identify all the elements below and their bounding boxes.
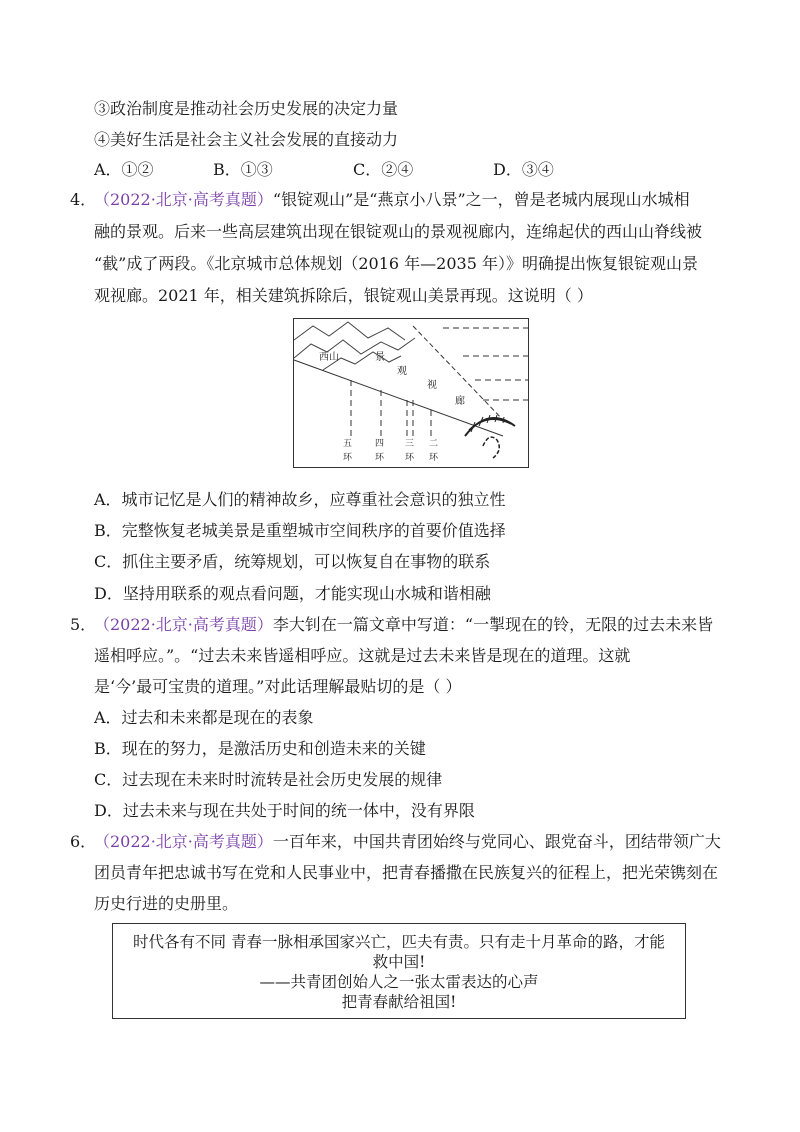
label-ring2-b: 环 [429, 453, 439, 463]
question-6-line-1: （2022·北京·高考真题）一百年来，中国共青团始终与党同心、跟党奋斗，团结带领广大 [94, 832, 721, 851]
q3-option-b[interactable]: B．①③ [213, 160, 273, 179]
label-lang: 廊 [455, 396, 465, 407]
quote-line-1: 时代各有不同 青春一脉相承国家兴亡，匹夫有责。只有走十月革命的路，才能 [133, 933, 665, 951]
question-4-number: 4． [70, 190, 97, 209]
question-4-line-3: “截”成了两段。《北京城市总体规划（2016 年—2035 年）》明确提出恢复银锭观山景 [94, 254, 698, 273]
q3-option-d[interactable]: D．③④ [493, 160, 554, 179]
view-corridor-diagram [293, 318, 529, 468]
label-ring5-b: 环 [343, 453, 353, 463]
question-4-source: （2022·北京·高考真题） [94, 190, 273, 209]
label-jing: 景 [375, 352, 385, 363]
label-ring4-b: 环 [375, 453, 385, 463]
question-4-line-4: 观视廊。2021 年，相关建筑拆除后，银锭观山美景再现。这说明（ ） [94, 286, 593, 305]
question-6-line-2: 团员青年把忠诚书写在党和人民事业中，把青春播撒在民族复兴的征程上，把光荣镌刻在 [94, 863, 719, 882]
question-6-source: （2022·北京·高考真题） [94, 832, 273, 851]
quote-box [112, 923, 686, 1019]
question-6-number: 6． [70, 832, 97, 851]
label-xishan: 西山 [319, 352, 339, 363]
question-6-line-3: 历史行进的史册里。 [94, 894, 239, 913]
label-ring4-a: 四 [375, 439, 385, 449]
question-5-line-2: 遥相呼应。”。“过去未来皆遥相呼应。这就是过去未来皆是现在的道理。这就 [94, 646, 631, 665]
question-5-number: 5． [70, 615, 97, 634]
question-4-line-1: （2022·北京·高考真题）“银锭观山”是“燕京小八景”之一，曾是老城内展现山水城相 [94, 190, 690, 209]
statement-3: ③政治制度是推动社会历史发展的决定力量 [94, 99, 399, 118]
label-ring3-a: 三 [405, 439, 415, 449]
q3-option-a[interactable]: A．①② [94, 160, 154, 179]
question-5-source: （2022·北京·高考真题） [94, 615, 273, 634]
q5-option-d[interactable]: D．过去未来与现在共处于时间的统一体中，没有界限 [94, 801, 475, 820]
quote-line-2: 救中国! [372, 953, 426, 971]
quote-line-3: ——共青团创始人之一张太雷表达的心声 [259, 973, 539, 991]
statement-4: ④美好生活是社会主义社会发展的直接动力 [94, 130, 399, 149]
q5-option-b[interactable]: B．现在的努力，是激活历史和创造未来的关键 [94, 739, 426, 758]
q4-option-c[interactable]: C．抓住主要矛盾，统筹规划，可以恢复自在事物的联系 [94, 552, 491, 571]
question-5-line-1: （2022·北京·高考真题）李大钊在一篇文章中写道：“一掣现在的铃，无限的过去未来皆 [94, 615, 714, 634]
label-ring3-b: 环 [405, 453, 415, 463]
label-ring5-a: 五 [343, 439, 353, 449]
q4-option-a[interactable]: A．城市记忆是人们的精神故乡，应尊重社会意识的独立性 [94, 490, 506, 509]
q4-option-d[interactable]: D．坚持用联系的观点看问题，才能实现山水城和谐相融 [94, 584, 491, 603]
view-corridor-figure [293, 318, 529, 468]
q4-option-b[interactable]: B．完整恢复老城美景是重塑城市空间秩序的首要价值选择 [94, 521, 506, 540]
label-shi: 视 [427, 380, 437, 391]
q5-option-c[interactable]: C．过去现在未来时时流转是社会历史发展的规律 [94, 770, 443, 789]
label-ring2-a: 二 [429, 439, 439, 449]
q3-option-c[interactable]: C．②④ [353, 160, 414, 179]
question-4-line-2: 融的景观。后来一些高层建筑出现在银锭观山的景观视廊内，连绵起伏的西山山脊线被 [94, 222, 703, 241]
label-guan: 观 [397, 366, 407, 377]
question-5-line-3: 是‘今’最可宝贵的道理。”对此话理解最贴切的是（ ） [94, 677, 462, 696]
q5-option-a[interactable]: A．过去和未来都是现在的表象 [94, 708, 314, 727]
quote-line-4: 把青春献给祖国! [341, 993, 457, 1011]
